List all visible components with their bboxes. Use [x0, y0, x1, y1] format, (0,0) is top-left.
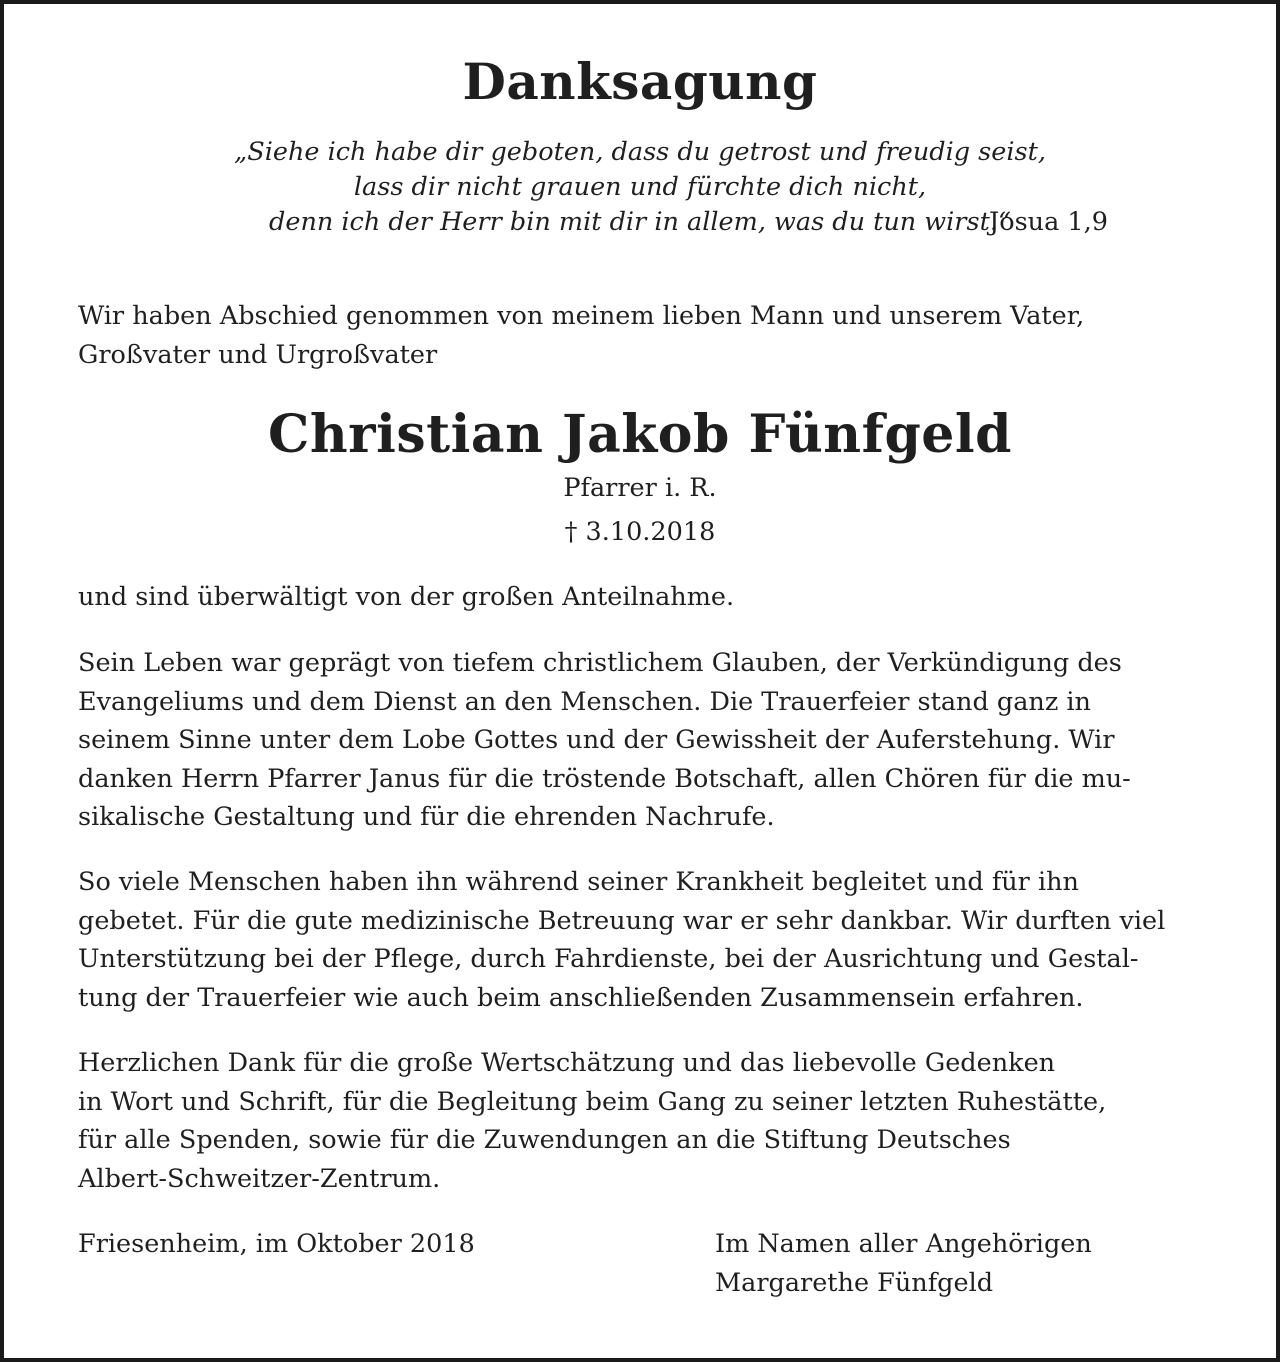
- text-line: in Wort und Schrift, für die Begleitung beim Gang zu seiner letzten Ruhestätte,: [78, 1086, 1107, 1117]
- text-line: seinem Sinne unter dem Lobe Gottes und der Gewissheit der Auferstehung. Wir: [78, 725, 1115, 755]
- quote-reference: Josua 1,9: [989, 207, 1108, 237]
- text-line: gebetet. Für die gute medizinische Betreuung war er sehr dankbar. Wir durften viel: [78, 905, 1166, 936]
- text-line: Evangeliums und dem Dienst an den Menschen. Die Trauerfeier stand ganz in: [78, 686, 1091, 717]
- text-line: Sein Leben war geprägt von tiefem christlichem Glauben, der Verkündigung des: [78, 648, 1122, 678]
- signature-name: Margarethe Fünfgeld: [715, 1267, 994, 1298]
- paragraph-gratitude: [78, 578, 1218, 617]
- notice-title: Danksagung: [462, 52, 818, 111]
- paragraph-thanks: [78, 1044, 1218, 1198]
- place-date: Friesenheim, im Oktober 2018: [78, 1229, 475, 1259]
- text-line: Großvater und Urgroßvater: [78, 339, 438, 370]
- text-line: danken Herrn Pfarrer Janus für die tröstende Botschaft, allen Chören für die mu-: [78, 763, 1131, 794]
- intro-text: [78, 297, 1218, 374]
- signature: [715, 1225, 1092, 1302]
- text-line: So viele Menschen haben ihn während seiner Krankheit begleitet und für ihn: [78, 867, 1079, 897]
- text-line: Albert-Schweitzer-Zentrum.: [78, 1163, 441, 1194]
- signature-line: Im Namen aller Angehörigen: [715, 1229, 1092, 1259]
- text-line: sikalische Gestaltung und für die ehrenden Nachrufe.: [78, 802, 775, 832]
- quote-line: „Siehe ich habe dir geboten, dass du getrost und freudig seist,: [234, 137, 1046, 167]
- deceased-title: Pfarrer i. R.: [563, 473, 717, 503]
- paragraph-support: [78, 863, 1218, 1017]
- quote-line: lass dir nicht grauen und fürchte dich nicht,: [353, 172, 927, 202]
- text-line: für alle Spenden, sowie für die Zuwendungen an die Stiftung Deutsches: [78, 1125, 1011, 1155]
- text-line: tung der Trauerfeier wie auch beim anschließenden Zusammensein erfahren.: [78, 982, 1084, 1013]
- quote-line: denn ich der Herr bin mit dir in allem, was du tun wirst.“: [269, 207, 1011, 237]
- deceased-name: Christian Jakob Fünfgeld: [267, 404, 1012, 465]
- text-line: Herzlichen Dank für die große Wertschätzung und das liebevolle Gedenken: [78, 1048, 1056, 1078]
- text-line: Unterstützung bei der Pflege, durch Fahrdienste, bei der Ausrichtung und Gestal-: [78, 944, 1139, 974]
- text-line: und sind überwältigt von der großen Anteilnahme.: [78, 582, 735, 612]
- text-line: Wir haben Abschied genommen von meinem lieben Mann und unserem Vater,: [78, 301, 1085, 331]
- paragraph-life: [78, 644, 1218, 837]
- death-date: † 3.10.2018: [564, 517, 716, 547]
